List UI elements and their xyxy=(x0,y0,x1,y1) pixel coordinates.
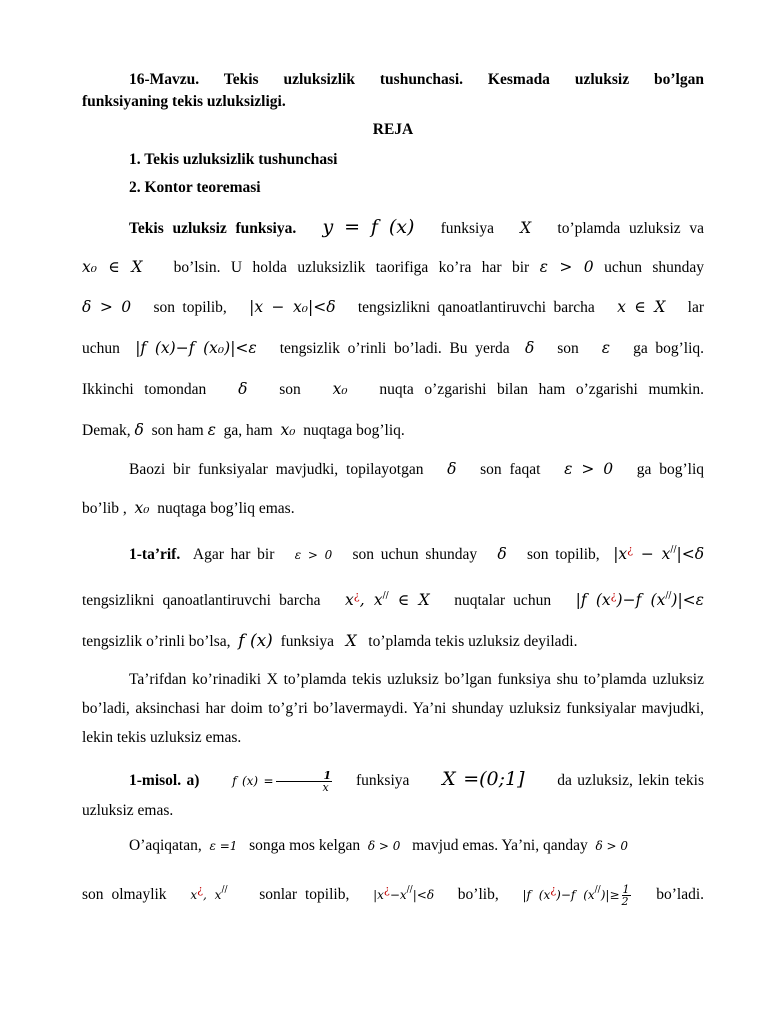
formula-X: X xyxy=(345,632,357,650)
formula-delta-gt0: δ > 0 xyxy=(595,839,628,853)
formula-X: X xyxy=(520,219,532,237)
def-line-3 xyxy=(82,287,704,328)
text-segment: nuqtaga bog’liq emas. xyxy=(157,500,295,517)
formula-abs-f1-f2: |f (x¿)−f (x//)|<ε xyxy=(575,589,704,609)
text-segment: funksiya xyxy=(356,772,410,789)
def1-line-1 xyxy=(82,529,704,576)
text-segment: uchun xyxy=(82,340,120,357)
text-segment: son topilib, xyxy=(153,299,227,316)
plan-heading: REJA xyxy=(372,121,414,138)
p4-line-1 xyxy=(82,826,704,866)
formula-x0: x₀ xyxy=(280,421,296,439)
fraction-denominator: x xyxy=(322,781,329,794)
text-segment: son xyxy=(279,381,301,398)
paragraph-3: Ta’rifdan ko’rinadiki X to’plamda tekis uzluksiz bo’lgan funksiya shu to’plamda uzluksiz bo’ladi, aksinchasi har doim to’g’ri bo’lavermaydi. Ya’ni shunday uzluksiz funksiyalar mavjudki, lekin tekis uzluksiz emas. xyxy=(82,671,704,746)
text-segment: tengsizlikni qanoatlantiruvchi barcha xyxy=(357,299,595,316)
text-segment: tengsizlik o’rinli bo’ladi. Bu yerda xyxy=(279,340,510,357)
formula-f-lhs: f (x) = xyxy=(232,774,274,788)
document-subtitle: funksiyaning tekis uzluksizligi. xyxy=(82,93,286,110)
formula-f-1-over-x xyxy=(232,769,334,794)
text-segment: Agar har bir xyxy=(192,546,275,563)
formula-eps: ε xyxy=(207,421,216,439)
def-line-5 xyxy=(82,369,704,410)
text-segment: Demak, xyxy=(82,422,131,439)
fraction-denominator: 2 xyxy=(621,895,629,908)
text-segment: bo’lib , xyxy=(82,500,127,517)
def1-line-2 xyxy=(82,576,704,621)
def-line-6 xyxy=(82,410,704,451)
formula-delta: δ xyxy=(524,339,535,357)
def-line-4 xyxy=(82,328,704,369)
text-segment: sonlar topilib, xyxy=(259,886,350,903)
fraction-numerator: 1 xyxy=(276,770,333,782)
definition-heading: Tekis uzluksiz funksiya. xyxy=(129,220,297,237)
formula-y-fx: y = f (x) xyxy=(322,216,415,238)
text-segment: son xyxy=(557,340,579,357)
definition-paragraph xyxy=(82,208,704,451)
formula-eps-gt0: ε > 0 xyxy=(294,548,333,562)
text-segment: funksiya xyxy=(280,633,334,650)
text-segment: mavjud emas. Ya’ni, qanday xyxy=(412,837,588,854)
example-1 xyxy=(82,760,704,822)
formula-delta-gt0: δ > 0 xyxy=(367,839,401,853)
p4-line-2 xyxy=(82,866,704,919)
formula-x-in-X: x ∈ X xyxy=(617,298,666,316)
text-segment: uzluksiz emas. xyxy=(82,802,174,819)
p2-line-1 xyxy=(82,451,704,488)
document-page xyxy=(82,64,704,919)
text-segment: nuqtalar uchun xyxy=(454,592,552,609)
fraction-half xyxy=(622,884,631,907)
text-segment: ga bog’liq xyxy=(636,461,705,478)
def-line-2 xyxy=(82,248,704,287)
formula-x0: x₀ xyxy=(134,499,150,517)
formula-abs-f: |f (x)−f (x₀)|<ε xyxy=(135,339,257,357)
formula-eps-gt0: ε > 0 xyxy=(564,460,614,478)
text-segment: lar xyxy=(687,299,705,316)
plan-item-2: 2. Kontor teoremasi xyxy=(129,179,261,196)
text-segment: ga bog’liq. xyxy=(633,340,704,357)
ex1-line-2 xyxy=(82,800,704,822)
formula-x1-x2: x¿, x// xyxy=(190,883,228,902)
text-segment: nuqta o’zgarishi bilan ham o’zgarishi mumkin. xyxy=(379,381,704,398)
text-segment: songa mos kelgan xyxy=(249,837,361,854)
formula-abs-f-ge-half: |f (x¿)−f (x//)|≥ $\frac{1}{2}$ xyxy=(522,883,630,908)
formula-delta: δ xyxy=(497,545,507,563)
formula-eps-gt0: ε > 0 xyxy=(539,258,594,276)
text-segment: uchun shunday xyxy=(604,259,705,276)
text-segment: to’plamda uzluksiz va xyxy=(557,220,704,237)
text-segment: son olmaylik xyxy=(82,886,167,903)
text-segment: bo’ladi. xyxy=(656,886,705,903)
formula-x0-in-X: x₀ ∈ X xyxy=(82,258,143,276)
text-segment: tengsizlik o’rinli bo’lsa, xyxy=(82,633,231,650)
formula-delta-gt0: δ > 0 xyxy=(82,298,132,316)
p2-line-2 xyxy=(82,488,704,529)
text-segment: tengsizlikni qanoatlantiruvchi barcha xyxy=(82,592,321,609)
text-segment: funksiya xyxy=(440,220,494,237)
formula-delta: δ xyxy=(447,460,457,478)
formula-abs-x1-x2: |x¿ − x//|<δ xyxy=(613,543,705,563)
text-segment: son uchun shunday xyxy=(352,546,478,563)
text-segment: bo’lsin. U holda uzluksizlik taorifiga ko’ra har bir xyxy=(173,259,530,276)
text-segment: son ham xyxy=(151,422,204,439)
text-segment: bo’lib, xyxy=(457,886,499,903)
fraction xyxy=(276,770,333,793)
formula-fx: f (x) xyxy=(238,631,273,651)
text-segment: ga, ham xyxy=(223,422,273,439)
definition-1 xyxy=(82,529,704,662)
text-segment: O’aqiqatan, xyxy=(129,837,202,854)
text-segment: son faqat xyxy=(480,461,541,478)
paragraph-4 xyxy=(82,826,704,919)
formula-eps-eq1: ε =1 xyxy=(209,839,238,853)
formula-abs-x1-x2: |x¿−x//|<δ xyxy=(373,883,435,902)
example-1-label: 1-misol. a) xyxy=(129,772,200,789)
formula-x1-x2-in-X: x¿, x// ∈ X xyxy=(345,589,430,609)
formula-x0: x₀ xyxy=(332,380,348,398)
formula-abs-x-x0: |x − x₀|<δ xyxy=(249,298,336,316)
formula-delta: δ xyxy=(134,421,144,439)
paragraph-2 xyxy=(82,451,704,529)
def1-line-3 xyxy=(82,621,704,662)
text-segment: son topilib, xyxy=(527,546,600,563)
formula-X-interval: X =(0;1] xyxy=(442,768,525,790)
text-segment: da uzluksiz, lekin tekis xyxy=(557,772,705,789)
text-segment: Ikkinchi tomondan xyxy=(82,381,207,398)
def-line-1 xyxy=(82,208,704,248)
formula-delta: δ xyxy=(238,380,248,398)
text-segment: nuqtaga bog’liq. xyxy=(303,422,405,439)
definition-1-label: 1-ta’rif. xyxy=(129,546,181,563)
title-line-1: 16-Mavzu. Tekis uzluksizlik tushunchasi. Kesmada uzluksiz bo’lgan xyxy=(129,71,704,88)
ex1-line-1 xyxy=(82,760,704,800)
plan-item-1: 1. Tekis uzluksizlik tushunchasi xyxy=(129,151,338,168)
formula-eps: ε xyxy=(601,339,611,357)
fraction-numerator: 1 xyxy=(622,883,630,896)
plan-list xyxy=(82,146,704,202)
text-segment: Baozi bir funksiyalar mavjudki, topilayotgan xyxy=(129,461,424,478)
text-segment: to’plamda tekis uzluksiz deyiladi. xyxy=(368,633,578,650)
